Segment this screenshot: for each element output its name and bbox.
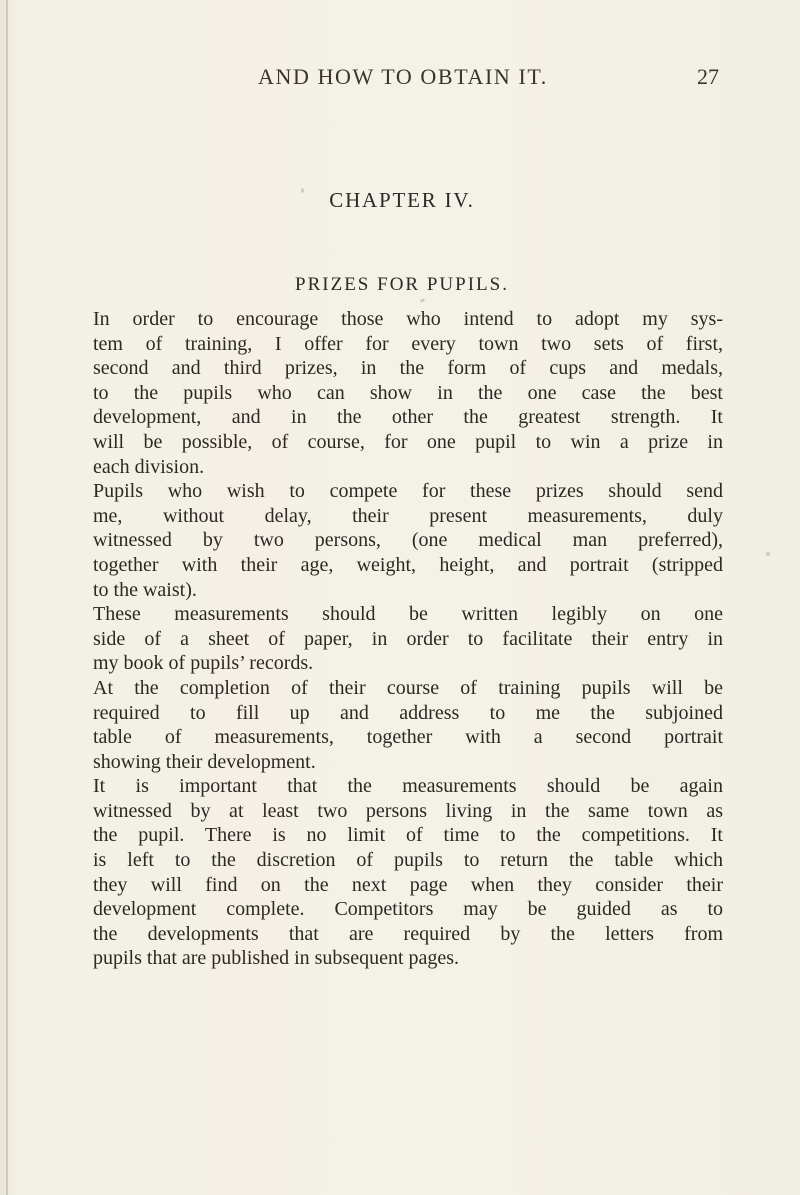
text-line: to the waist).: [93, 578, 197, 601]
text-line: will be possible, of course, for one pupil to win a prize in: [93, 430, 723, 453]
text-line: pupils that are published in subsequent pages.: [93, 947, 460, 970]
text-line: In order to encourage those who intend to adopt my sys-: [93, 308, 723, 330]
text-line: required to fill up and address to me the subjoined: [93, 701, 723, 724]
chapter-title: CHAPTER IV.: [329, 188, 475, 212]
ink-speck: [766, 552, 770, 556]
text-line: table of measurements, together with a second portrait: [93, 726, 723, 749]
text-line: is left to the discretion of pupils to return the table which: [93, 849, 723, 872]
text-line: each division.: [93, 455, 205, 478]
text-line: me, without delay, their present measurements, duly: [93, 504, 723, 527]
ink-speck: [301, 188, 304, 193]
text-line: At the completion of their course of training pupils will be: [93, 676, 723, 699]
text-line: to the pupils who can show in the one case the best: [93, 381, 723, 404]
body-text: [93, 307, 723, 971]
text-line: witnessed by two persons, (one medical man preferred),: [93, 529, 723, 552]
text-line: development, and in the other the greatest strength. It: [93, 406, 723, 429]
page-number: 27: [697, 64, 719, 89]
text-line: second and third prizes, in the form of cups and medals,: [93, 357, 723, 380]
text-line: they will find on the next page when they consider their: [93, 873, 723, 896]
text-line: witnessed by at least two persons living in the same town as: [93, 799, 723, 822]
binding-edge: [6, 0, 8, 1195]
text-line: development complete. Competitors may be guided as to: [93, 898, 723, 921]
text-line: the pupil. There is no limit of time to the competitions. It: [93, 824, 723, 847]
running-head: AND HOW TO OBTAIN IT.: [258, 64, 548, 89]
text-line: the developments that are required by the letters from: [93, 922, 723, 945]
text-line: tem of training, I offer for every town two sets of first,: [93, 332, 723, 355]
text-line: my book of pupils’ records.: [93, 652, 314, 675]
text-line: Pupils who wish to compete for these prizes should send: [93, 480, 723, 503]
text-line: together with their age, weight, height, and portrait (stripped: [93, 553, 723, 576]
text-line: These measurements should be written legibly on one: [93, 603, 723, 626]
text-line: showing their development.: [93, 750, 316, 773]
section-title: PRIZES FOR PUPILS.: [295, 274, 509, 295]
text-line: side of a sheet of paper, in order to facilitate their entry in: [93, 627, 723, 650]
ink-speck: [420, 298, 426, 303]
text-line: It is important that the measurements should be again: [93, 775, 723, 798]
